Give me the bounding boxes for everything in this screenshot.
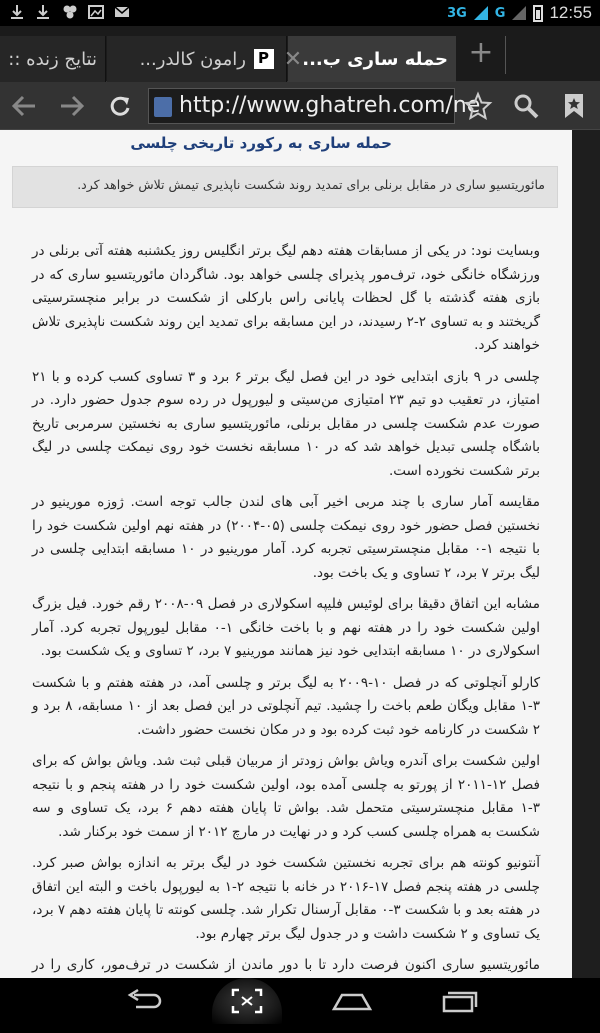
settings-icon <box>62 4 76 20</box>
status-indicators <box>447 3 592 23</box>
status-bar <box>0 0 600 26</box>
article-body <box>32 240 540 1033</box>
notification-icons <box>10 4 128 20</box>
tab-label: حمله ساری ب... <box>302 48 448 70</box>
back-arrow-icon[interactable] <box>8 90 40 122</box>
download-icon <box>36 4 50 20</box>
paragraph: مائوریتسیو ساری اکنون فرصت دارد تا با دور ماندن از شکست در ترف‌مور، کاری را در <box>32 957 540 973</box>
back-icon[interactable] <box>120 984 168 1018</box>
tab-favicon-icon <box>254 49 274 69</box>
divider <box>505 36 506 74</box>
screenshot-icon[interactable] <box>223 984 271 1018</box>
network-type: 3G <box>447 5 467 21</box>
address-bar[interactable] <box>148 88 481 124</box>
signal-icon <box>473 5 489 21</box>
mail-icon <box>114 4 128 20</box>
paragraph: وبسایت نود: در یکی از مسابقات هفته دهم لیگ برتر انگلیس روز یکشنبه هفته آتی برنلی در ورزشگاه خانگی خود، ترف‌مور پذیرای چلسی خواهد بود. شاگردان مائوریتسیو ساری که در بازی هفته گذشته با گل لحظات پایانی راس بارکلی از شکست در برابر منچسترسیتی گریختند و به تساوی ۲-۲ رسیدند، در این مسابقه برای تمدید این روند شکست ناپذیری تلاش خواهند کرد. <box>32 243 540 353</box>
battery-icon <box>533 5 543 22</box>
download-icon <box>10 4 24 20</box>
reload-icon[interactable] <box>104 90 136 122</box>
paragraph: مشابه این اتفاق دقیقا برای لوئیس فلیپه اسکولاری در فصل ۰۹-۲۰۰۸ رقم خورد. فیل بزرگ اولین شکست خود را در هفته نهم و با باخت خانگی ۱-۰ مقابل لیورپول تجربه کرد. آمار اسکولاری در ۱۰ مسابقه ابتدایی خود نیز همانند مورینیو ۷ برد، ۲ تساوی و یک شکست بود. <box>32 596 540 659</box>
image-icon <box>88 4 102 20</box>
article-title[interactable]: حمله ساری به رکورد تاریخی چلسی <box>130 134 392 152</box>
tab-active-article[interactable] <box>283 36 456 82</box>
paragraph: مقایسه آمار ساری با چند مربی اخیر آبی های لندن جالب توجه است. ژوزه مورینیو در نخستین فصل حضور خود روی نیمکت چلسی (۰۵-۲۰۰۴) در هفته نهم اولین شکست خود را با نتیجه ۱-۰ مقابل منچسترسیتی تجربه کرد. آمار مورینیو در ۱۰ مسابقه ابتدایی چلسی در لیگ برتر ۷ برد، ۲ تساوی و یک باخت بود. <box>32 494 541 581</box>
navigation-bar <box>0 978 600 1024</box>
page-right-margin <box>572 130 600 978</box>
network-type-2: G <box>494 5 506 21</box>
tab-ramon-calderon[interactable] <box>107 36 287 82</box>
home-icon[interactable] <box>328 984 376 1018</box>
paragraph: آنتونیو کونته هم برای تجربه نخستین شکست خود در لیگ برتر به اندازه بواش صبر کرد. چلسی در هفته پنجم فصل ۱۷-۲۰۱۶ در خانه با نتیجه ۲-۱ به لیورپول باخت و البته این اتفاق در هفته بعد و با شکست ۳-۰ مقابل آرسنال تکرار شد. چلسی کونته تا پایان هفته دهم ۷ برد، یک تساوی و ۲ شکست داشت و در جدول لیگ برتر چهارم بود. <box>32 855 540 942</box>
paragraph: چلسی در ۹ بازی ابتدایی خود در این فصل لیگ برتر ۶ برد و ۳ تساوی کسب کرده و با ۲۱ امتیاز، در تعقیب دو تیم ۲۳ امتیازی من‌سیتی و لیورپول در رده سوم جدول حضور دارد. در صورت عدم شکست چلسی در مقابل برنلی، مائوریتسیو ساری به نخستین سرمربی تاریخ باشگاه چلسی تبدیل خواهد شد که در ۱۰ مسابقه نخست خود روی نیمکت چلسی در لیگ برتر شکست نخورده است. <box>32 368 540 479</box>
tab-label: رامون کالدر... <box>139 48 246 70</box>
tab-live-results[interactable] <box>0 36 106 82</box>
forward-arrow-icon[interactable] <box>56 90 88 122</box>
signal-icon <box>511 5 527 21</box>
paragraph: اولین شکست برای آندره ویاش بواش زودتر از مربیان قبلی ثبت شد. ویاش بواش که برای فصل ۱۲-۲۰۱۱ از پورتو به چلسی آمده بود، اولین شکست خود را در هفته پنجم و با نتیجه ۳-۱ مقابل منچسترسیتی متحمل شد. بواش تا پایان هفته دهم ۶ برد، یک تساوی و سه شکست به همراه چلسی کسب کرد و در نهایت در مارچ ۲۰۱۲ از سمت خود برکنار شد. <box>32 753 540 840</box>
tab-label: نتایج زنده :: <box>8 48 97 70</box>
site-favicon-icon <box>154 97 172 117</box>
article-container <box>0 130 572 978</box>
url-text: http://www.ghatreh.com/ne <box>179 93 481 118</box>
clock: 12:55 <box>549 3 592 22</box>
article-lead: مائوریتسیو ساری در مقابل برنلی برای تمدید روند شکست ناپذیری تیمش تلاش خواهد کرد. <box>12 166 558 208</box>
browser-toolbar <box>0 82 600 130</box>
bookmarks-icon[interactable] <box>558 90 590 122</box>
tab-strip <box>0 26 600 82</box>
paragraph: کارلو آنچلوتی که در فصل ۱۰-۲۰۰۹ به لیگ برتر و چلسی آمد، در هفته هفتم و با شکست ۳-۱ مقابل ویگان طعم باخت را چشید. تیم آنچلوتی در این فصل بعد از ۱۰ مسابقه، ۸ برد و ۲ شکست در کارنامه خود ثبت کرده بود و در مکان نخست حضور داشت. <box>32 674 541 738</box>
new-tab-button[interactable]: + <box>468 35 494 70</box>
search-icon[interactable] <box>510 90 542 122</box>
star-bookmark-icon[interactable] <box>462 90 494 122</box>
recent-apps-icon[interactable] <box>436 984 484 1018</box>
close-tab-icon[interactable]: ✕ <box>283 46 303 72</box>
web-page[interactable] <box>0 130 600 978</box>
